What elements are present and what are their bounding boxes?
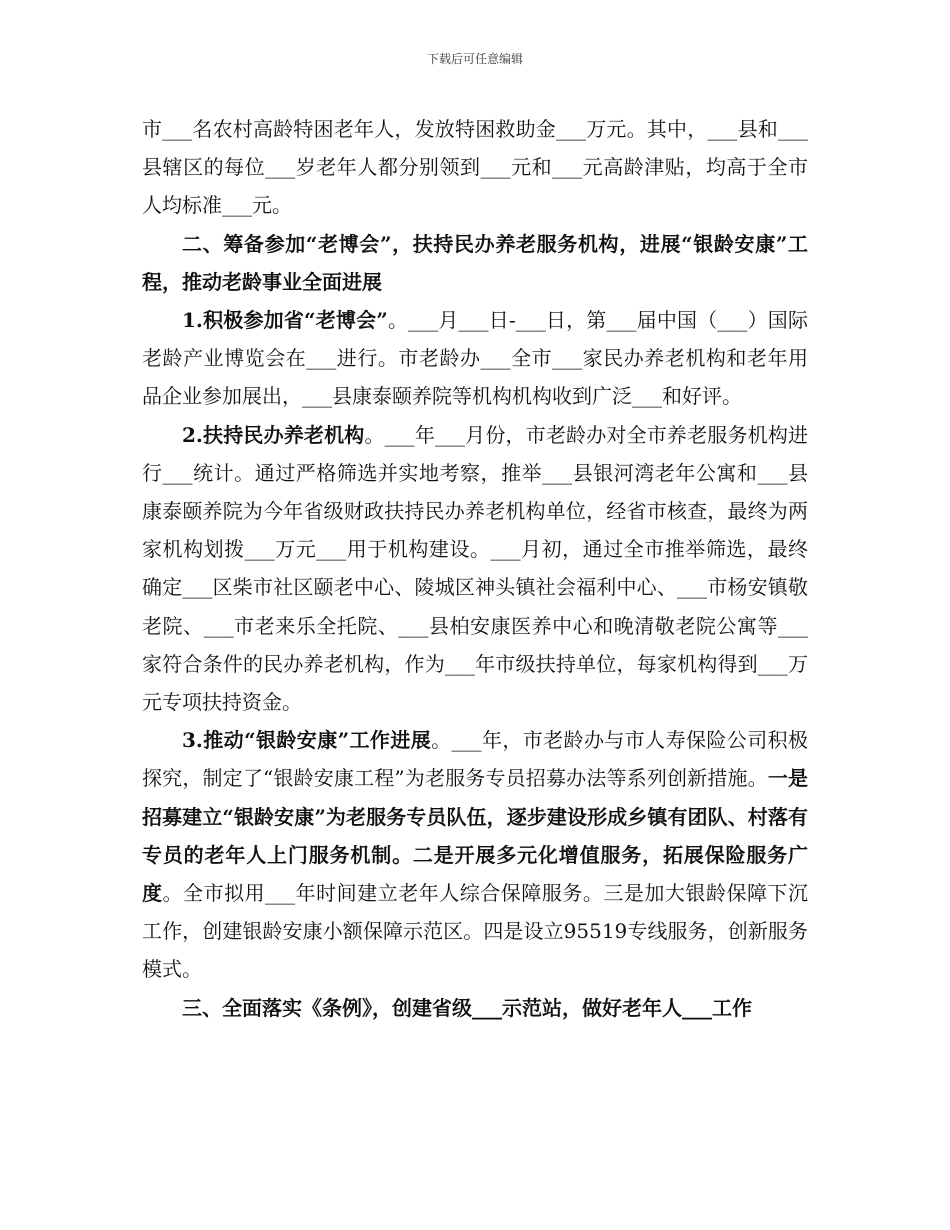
subsection-1-body: 。___月___日-___日，第___届中国（___）国际老龄产业博览会在___进行。市老龄办___全市___家民办养老机构和老年用品企业参加展出，___县康泰颐养院等机构机构收到广泛___和好评。 bbox=[142, 308, 808, 409]
document-body bbox=[142, 110, 808, 1027]
subsection-3-bold-points: 一是招募建立“银龄安康”为老服务专员队伍，逐步建设形成乡镇有团队、村落有专员的老年人上门服务机制。二是开展多元化增值服务，拓展保险服务广度 bbox=[142, 766, 808, 906]
subsection-2-body: 。___年___月份，市老龄办对全市养老服务机构进行___统计。通过严格筛选并实地考察，推举___县银河湾老年公寓和___县康泰颐养院为今年省级财政扶持民办养老机构单位，经省市核查，最终为两家机构划拨___万元___用于机构建设。___月初，通过全市推举筛选，最终确定___区柴市社区颐老中心、陵城区神头镇社会福利中心、___市杨安镇敬老院、___市老来乐全托院、___县柏安康医养中心和晚清敬老院公寓等___家符合条件的民办养老机构，作为___年市级扶持单位，每家机构得到___万元专项扶持资金。 bbox=[142, 422, 808, 715]
subsection-2 bbox=[142, 416, 808, 722]
subsection-3 bbox=[142, 721, 808, 988]
paragraph-intro: 市___名农村高龄特困老年人，发放特困救助金___万元。其中，___县和___县辖区的每位___岁老年人都分别领到___元和___元高龄津贴，均高于全市人均标准___元。 bbox=[142, 117, 808, 218]
subsection-3-title: 3.推动“银龄安康”工作进展 bbox=[182, 728, 432, 753]
section-heading-3: 三、全面落实《条例》，创建省级___示范站，做好老年人___工作 bbox=[182, 995, 752, 1020]
section-heading-2: 二、筹备参加“老博会”，扶持民办养老服务机构，进展“银龄安康”工程，推动老龄事业全面进展 bbox=[142, 231, 808, 294]
subsection-1-title: 1.积极参加省“老博会” bbox=[182, 308, 388, 333]
subsection-3-body-b: 。全市拟用___年时间建立老年人综合保障服务。三是加大银龄保障下沉工作，创建银龄安康小额保障示范区。四是设立95519专线服务，创新服务模式。 bbox=[142, 881, 809, 982]
page-header: 下载后可任意编辑 bbox=[426, 52, 523, 66]
subsection-1 bbox=[142, 301, 808, 416]
subsection-3-body-a: 。___年，市老龄办与市人寿保险公司积极探究，制定了“银龄安康工程”为老服务专员招募办法等系列创新措施。 bbox=[142, 728, 809, 791]
subsection-2-title: 2.扶持民办养老机构 bbox=[182, 422, 365, 447]
